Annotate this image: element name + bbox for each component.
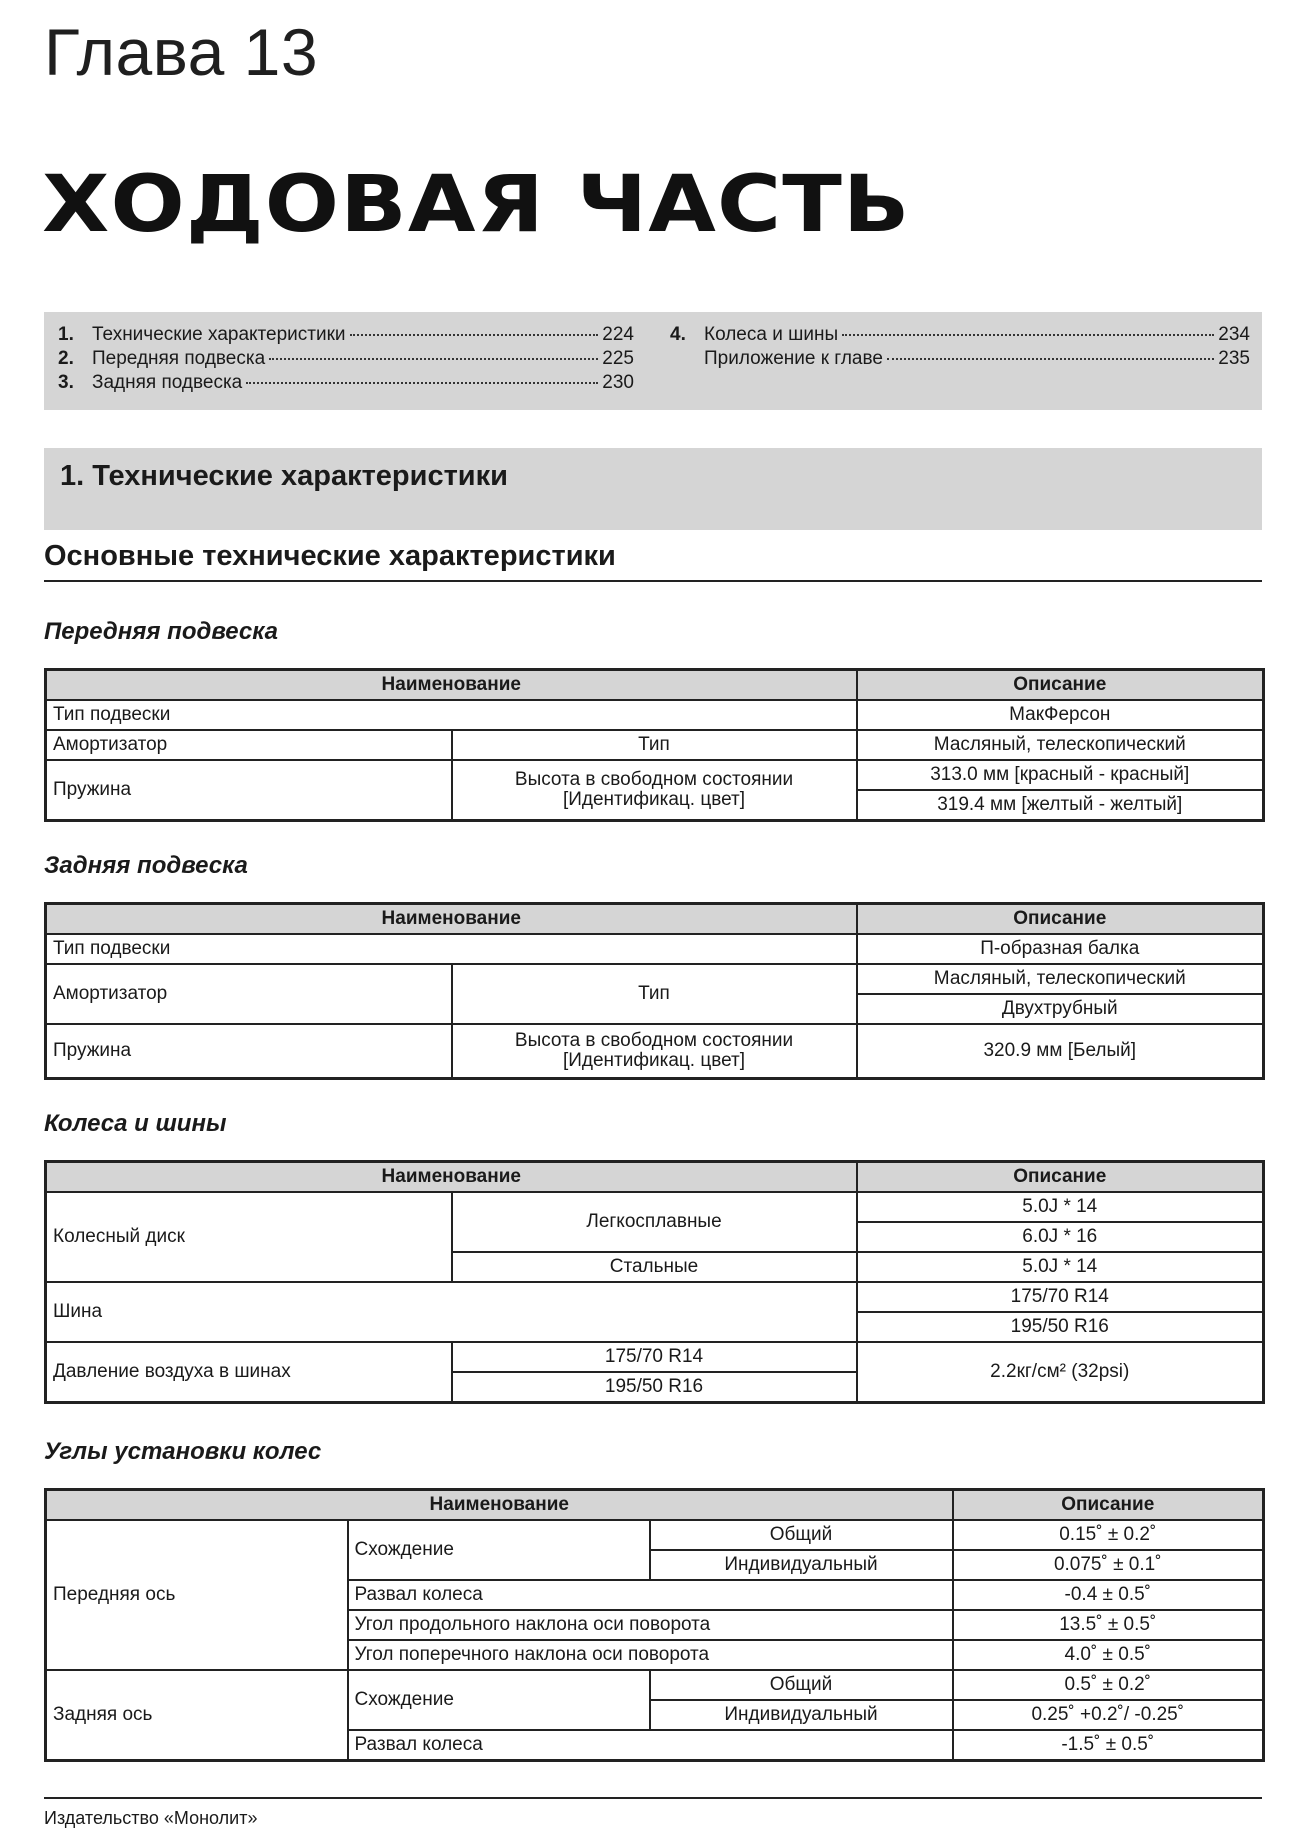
toc-item-label: Колеса и шины xyxy=(704,324,839,345)
cell-parameter: Тип xyxy=(452,730,857,760)
header-name: Наименование xyxy=(46,1162,857,1193)
cell-subparameter: Индивидуальный xyxy=(650,1700,953,1730)
cell-value: 175/70 R14 xyxy=(857,1282,1264,1312)
toc-item[interactable] xyxy=(58,348,634,372)
cell-value: 0.15˚ ± 0.2˚ xyxy=(953,1520,1264,1550)
cell-parameter: Схождение xyxy=(348,1520,650,1580)
cell-value: 6.0J * 16 xyxy=(857,1222,1264,1252)
table-header-row xyxy=(46,1162,1264,1193)
table-header-row xyxy=(46,670,1264,701)
cell-value: 5.0J * 14 xyxy=(857,1192,1264,1222)
publisher-footer: Издательство «Монолит» xyxy=(44,1808,258,1828)
table-header-row xyxy=(46,904,1264,935)
cell-subparameter: Общий xyxy=(650,1670,953,1700)
header-description: Описание xyxy=(857,904,1264,935)
cell-name: Передняя ось xyxy=(46,1520,348,1670)
toc-item-page: 224 xyxy=(602,324,634,345)
cell-name: Тип подвески xyxy=(46,934,857,964)
cell-name: Шина xyxy=(46,1282,857,1342)
chapter-title: ХОДОВАЯ ЧАСТЬ xyxy=(42,160,911,250)
cell-value: 2.2кг/см² (32psi) xyxy=(857,1342,1264,1403)
wheels-tires-heading: Колеса и шины xyxy=(44,1110,227,1137)
header-description: Описание xyxy=(857,1162,1264,1193)
section-header-band xyxy=(44,448,1262,530)
cell-value: 4.0˚ ± 0.5˚ xyxy=(953,1640,1264,1670)
table-row xyxy=(46,964,1264,994)
cell-parameter-line: Высота в свободном состоянии xyxy=(514,1030,794,1051)
cell-parameter: Легкосплавные xyxy=(452,1192,857,1252)
toc-item-number: 3. xyxy=(58,372,74,393)
chapter-number: Глава 13 xyxy=(44,15,319,89)
cell-name: Пружина xyxy=(46,760,452,821)
cell-parameter: Угол продольного наклона оси поворота xyxy=(348,1610,953,1640)
cell-value: 0.25˚ +0.2˚/ -0.25˚ xyxy=(953,1700,1264,1730)
cell-value: 0.075˚ ± 0.1˚ xyxy=(953,1550,1264,1580)
table-row xyxy=(46,1520,1264,1550)
cell-parameter: Схождение xyxy=(348,1670,650,1730)
toc-item-number: 2. xyxy=(58,348,74,369)
cell-value: 320.9 мм [Белый] xyxy=(857,1024,1264,1079)
toc-right-column xyxy=(670,324,1250,372)
toc-dot-leader xyxy=(350,334,599,336)
cell-parameter-line: [Идентификац. цвет] xyxy=(562,789,746,810)
rear-suspension-heading: Задняя подвеска xyxy=(44,852,248,879)
rear-suspension-table xyxy=(44,902,1265,1080)
cell-name: Задняя ось xyxy=(46,1670,348,1761)
header-description: Описание xyxy=(857,670,1264,701)
toc-item-number: 1. xyxy=(58,324,74,345)
table-row xyxy=(46,760,1264,790)
header-name: Наименование xyxy=(46,1490,953,1521)
cell-parameter: Развал колеса xyxy=(348,1580,953,1610)
cell-parameter: Угол поперечного наклона оси поворота xyxy=(348,1640,953,1670)
cell-value: П-образная балка xyxy=(857,934,1264,964)
cell-name: Колесный диск xyxy=(46,1192,452,1282)
cell-parameter xyxy=(452,760,857,821)
header-name: Наименование xyxy=(46,670,857,701)
toc-item[interactable] xyxy=(58,324,634,348)
toc-item-label: Приложение к главе xyxy=(704,348,883,369)
cell-parameter: Стальные xyxy=(452,1252,857,1282)
toc-item[interactable] xyxy=(670,324,1250,348)
toc-dot-leader xyxy=(887,358,1214,360)
cell-name: Амортизатор xyxy=(46,964,452,1024)
cell-parameter: Развал колеса xyxy=(348,1730,953,1761)
cell-value: -1.5˚ ± 0.5˚ xyxy=(953,1730,1264,1761)
cell-value: 319.4 мм [желтый - желтый] xyxy=(857,790,1264,821)
cell-parameter-line: [Идентификац. цвет] xyxy=(562,1050,746,1071)
cell-subparameter: Индивидуальный xyxy=(650,1550,953,1580)
alignment-table xyxy=(44,1488,1265,1762)
table-row xyxy=(46,1024,1264,1079)
table-header-row xyxy=(46,1490,1264,1521)
cell-value: МакФерсон xyxy=(857,700,1264,730)
section-subtitle: Основные технические характеристики xyxy=(44,540,1262,582)
toc-dot-leader xyxy=(246,382,598,384)
table-row xyxy=(46,1282,1264,1312)
cell-value: 5.0J * 14 xyxy=(857,1252,1264,1282)
wheels-tires-table xyxy=(44,1160,1265,1404)
cell-value: Двухтрубный xyxy=(857,994,1264,1024)
front-suspension-table xyxy=(44,668,1265,822)
front-suspension-heading: Передняя подвеска xyxy=(44,618,279,645)
cell-parameter: 195/50 R16 xyxy=(452,1372,857,1403)
table-row xyxy=(46,934,1264,964)
toc-item-page: 235 xyxy=(1218,348,1250,369)
header-name: Наименование xyxy=(46,904,857,935)
toc-left-column xyxy=(58,324,634,396)
cell-value: 13.5˚ ± 0.5˚ xyxy=(953,1610,1264,1640)
cell-name: Пружина xyxy=(46,1024,452,1079)
toc-item-label: Передняя подвеска xyxy=(92,348,266,369)
cell-value: 0.5˚ ± 0.2˚ xyxy=(953,1670,1264,1700)
table-row xyxy=(46,700,1264,730)
table-row xyxy=(46,730,1264,760)
cell-value: Масляный, телескопический xyxy=(857,964,1264,994)
section-title: 1. Технические характеристики xyxy=(60,460,508,492)
table-of-contents xyxy=(44,312,1262,410)
table-row xyxy=(46,1192,1264,1222)
toc-item-page: 234 xyxy=(1218,324,1250,345)
header-description: Описание xyxy=(953,1490,1264,1521)
toc-item[interactable] xyxy=(670,348,1250,372)
toc-item-number: 4. xyxy=(670,324,686,345)
toc-item-page: 225 xyxy=(602,348,634,369)
toc-dot-leader xyxy=(269,358,598,360)
toc-item-label: Задняя подвеска xyxy=(92,372,243,393)
cell-name: Тип подвески xyxy=(46,700,857,730)
table-row xyxy=(46,1342,1264,1372)
cell-value: 195/50 R16 xyxy=(857,1312,1264,1342)
toc-item-page: 230 xyxy=(602,372,634,393)
table-row xyxy=(46,1670,1264,1700)
cell-value: -0.4 ± 0.5˚ xyxy=(953,1580,1264,1610)
cell-name: Амортизатор xyxy=(46,730,452,760)
footer-divider xyxy=(44,1797,1262,1799)
toc-item-label: Технические характеристики xyxy=(92,324,346,345)
toc-dot-leader xyxy=(842,334,1214,336)
cell-parameter: Тип xyxy=(452,964,857,1024)
cell-parameter-line: Высота в свободном состоянии xyxy=(514,769,794,790)
cell-parameter xyxy=(452,1024,857,1079)
alignment-heading: Углы установки колес xyxy=(44,1438,322,1465)
cell-parameter: 175/70 R14 xyxy=(452,1342,857,1372)
cell-value: 313.0 мм [красный - красный] xyxy=(857,760,1264,790)
cell-subparameter: Общий xyxy=(650,1520,953,1550)
toc-item[interactable] xyxy=(58,372,634,396)
cell-value: Масляный, телескопический xyxy=(857,730,1264,760)
cell-name: Давление воздуха в шинах xyxy=(46,1342,452,1403)
